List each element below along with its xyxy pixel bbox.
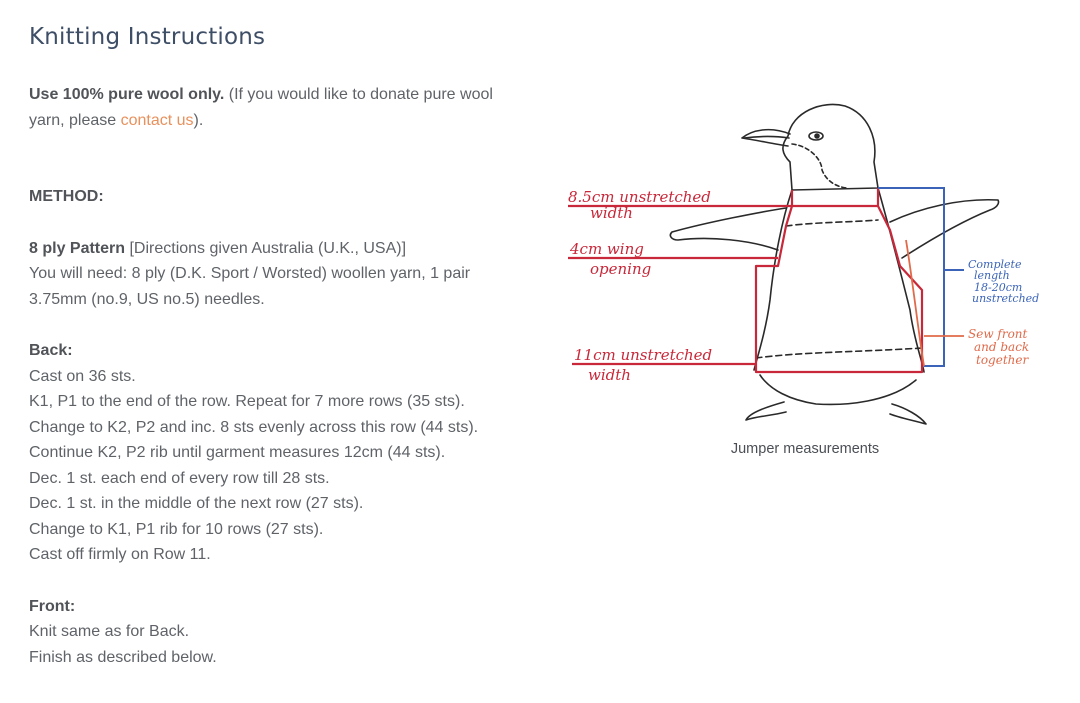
back-step: Change to K1, P1 rib for 10 rows (27 sts). (29, 520, 324, 538)
penguin-left-wing (670, 208, 786, 250)
pattern-directions: [Directions given Australia (U.K., USA)] (125, 239, 407, 257)
penguin-left-foot (746, 402, 786, 420)
contact-us-link[interactable]: contact us (120, 111, 194, 129)
pattern-needs: You will need: 8 ply (D.K. Sport / Worsted) woollen yarn, 1 pair 3.75mm (no.9, US no.5) needles. (29, 265, 471, 308)
back-step: K1, P1 to the end of the row. Repeat for 7 more rows (35 sts). (29, 393, 465, 410)
page-title: Knitting Instructions (29, 24, 266, 50)
bottom-label-line2: width (588, 366, 631, 384)
figure-caption: Jumper measurements (730, 441, 880, 457)
back-heading: Back: (29, 342, 73, 359)
intro-text: (If you would like to donate pure wool yarn, please (29, 86, 493, 129)
front-step: Finish as described below. (29, 648, 217, 666)
sew-label-line3: together (976, 353, 1029, 367)
pattern-name: 8 ply Pattern (29, 239, 126, 257)
method-heading: METHOD: (29, 188, 104, 205)
back-step: Dec. 1 st. in the middle of the next row (27 sts). (29, 495, 364, 512)
back-step: Change to K2, P2 and inc. 8 sts evenly across this row (44 sts). (29, 418, 479, 436)
neck-label-line2: width (590, 204, 633, 222)
intro-bold: Use 100% pure wool only. (29, 86, 225, 103)
front-step: Knit same as for Back. (29, 623, 190, 640)
front-heading: Front: (29, 597, 76, 615)
wing-label-line2: opening (590, 260, 652, 278)
pattern-line (29, 236, 529, 262)
back-step: Cast off firmly on Row 11. (29, 546, 211, 563)
back-step: Dec. 1 st. each end of every row till 28 sts. (29, 469, 330, 487)
instructions-column (29, 82, 529, 670)
jumper-measurements-diagram (560, 90, 1060, 430)
length-label-line4: unstretched (972, 292, 1040, 305)
penguin-right-foot (890, 404, 926, 424)
penguin-body (754, 188, 924, 372)
intro-paragraph (29, 82, 529, 133)
intro-text-end: ). (193, 111, 204, 129)
back-step: Continue K2, P2 rib until garment measures 12cm (44 sts). (29, 444, 446, 461)
length-label-line3: 18-20cm (974, 281, 1023, 294)
penguin-head (783, 104, 878, 190)
bottom-label-line1: 11cm unstretched (574, 346, 713, 364)
neck-label-line1: 8.5cm unstretched (568, 188, 711, 206)
length-label-line1: Complete (968, 258, 1022, 271)
jumper-outline (756, 188, 922, 372)
sew-label-line1: Sew front (968, 327, 1028, 341)
back-step: Cast on 36 sts. (29, 367, 136, 385)
sew-label-line2: and back (974, 340, 1030, 354)
length-label-line2: length (974, 269, 1010, 282)
wing-label-line1: 4cm wing (570, 240, 644, 258)
